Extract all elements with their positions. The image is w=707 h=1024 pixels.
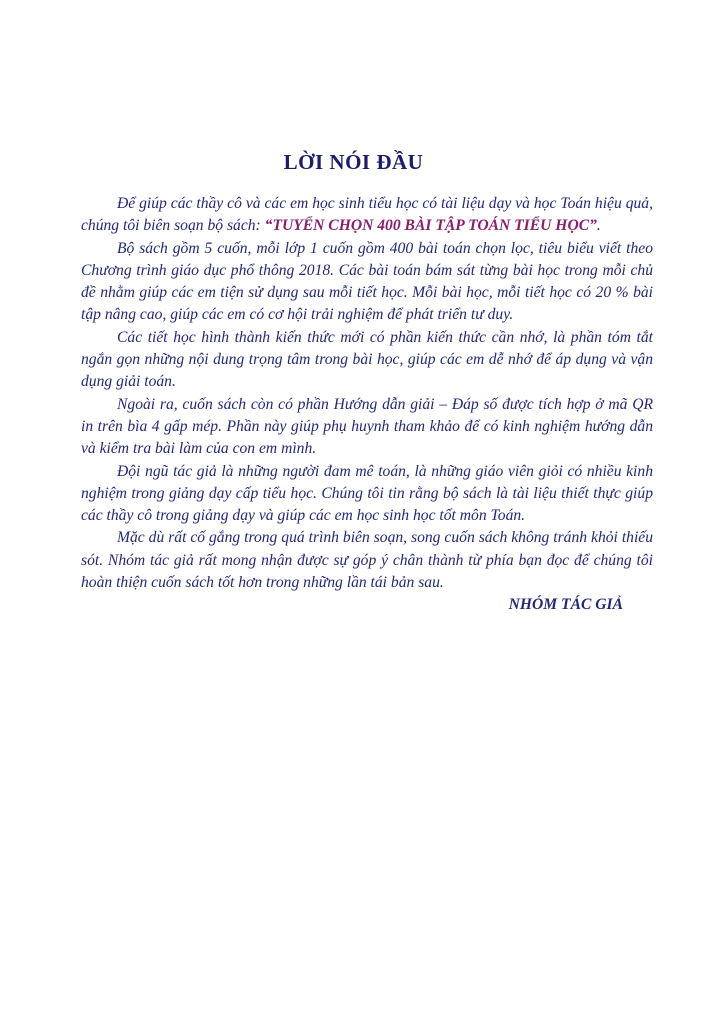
paragraph-1: [81, 193, 653, 238]
book-title: “TUYỂN CHỌN 400 BÀI TẬP TOÁN TIỂU HỌC”: [264, 217, 597, 235]
paragraph-1-intro: Để giúp các thầy cô và các em học sinh tiểu học có tài liệu dạy và học Toán hiệu quả, chúng tôi biên soạn bộ sách:: [81, 195, 653, 235]
paragraph-2: Bộ sách gồm 5 cuốn, mỗi lớp 1 cuốn gồm 400 bài toán chọn lọc, tiêu biểu viết theo Chương trình giáo dục phổ thông 2018. Các bài toán bám sát từng bài học trong mỗi chủ đề nhằm giúp các em tiện sử dụng sau mỗi tiết học. Mỗi bài học, mỗi tiết học có 20 % bài tập nâng cao, giúp các em có cơ hội trải nghiệm để phát triển tư duy.: [81, 239, 653, 324]
paragraph-4: Ngoài ra, cuốn sách còn có phần Hướng dẫn giải – Đáp số được tích hợp ở mã QR in trên bìa 4 gấp mép. Phần này giúp phụ huynh tham khảo để có kinh nghiệm hướng dẫn và kiểm tra bài làm của con em mình.: [81, 395, 653, 458]
paragraph-3: Các tiết học hình thành kiến thức mới có phần kiến thức cần nhớ, là phần tóm tắt ngắn gọn những nội dung trọng tâm trong bài học, giúp các em dễ nhớ để áp dụng và vận dụng giải toán.: [81, 328, 653, 391]
page-title: LỜI NÓI ĐẦU: [283, 150, 424, 174]
paragraph-6: Mặc dù rất cố gắng trong quá trình biên soạn, song cuốn sách không tránh khỏi thiếu sót. Nhóm tác giả rất mong nhận được sự góp ý chân thành từ phía bạn đọc để chúng tôi hoàn thiện cuốn sách tốt hơn trong những lần tái bản sau.: [81, 529, 653, 592]
author-signature: NHÓM TÁC GIẢ: [508, 596, 623, 614]
paragraph-1-end: .: [596, 217, 601, 235]
paragraph-5: Đội ngũ tác giả là những người đam mê toán, là những giáo viên giỏi có nhiều kinh nghiệm trong giảng dạy cấp tiểu học. Chúng tôi tin rằng bộ sách là tài liệu thiết thực giúp các thầy cô trong giảng dạy và giúp các em học sinh học tốt môn Toán.: [81, 462, 653, 525]
preface-body: [81, 193, 653, 617]
